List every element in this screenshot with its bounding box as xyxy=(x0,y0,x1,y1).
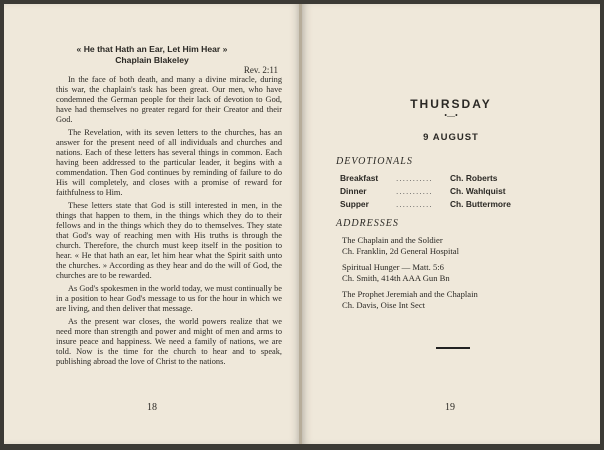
address-entry xyxy=(342,289,572,310)
address-speaker: Ch. Smith, 414th AAA Gun Bn xyxy=(342,272,450,283)
right-page xyxy=(302,4,600,444)
address-title: The Prophet Jeremiah and the Chaplain xyxy=(342,289,478,299)
leader-name: Ch. Roberts xyxy=(450,173,498,183)
leader-name: Ch. Wahlquist xyxy=(450,186,506,196)
address-entry xyxy=(342,262,572,283)
leader-dots: ........... xyxy=(396,173,433,183)
ornament: •—• xyxy=(444,111,458,120)
devotional-row xyxy=(340,199,540,209)
leader-dots: ........... xyxy=(396,199,433,209)
leader-dots: ........... xyxy=(396,186,433,196)
date-heading: 9 AUGUST xyxy=(423,132,479,143)
meal-name: Dinner xyxy=(340,186,367,196)
page-number: 18 xyxy=(147,402,157,413)
addresses-heading: ADDRESSES xyxy=(336,218,399,229)
devotional-row xyxy=(340,173,540,183)
address-title: Spiritual Hunger — Matt. 5:6 xyxy=(342,262,444,272)
devotionals-heading: DEVOTIONALS xyxy=(336,156,413,167)
article-body xyxy=(56,75,282,370)
article-title: « He that Hath an Ear, Let Him Hear » xyxy=(76,44,228,54)
devotional-row xyxy=(340,186,540,196)
address-title: The Chaplain and the Soldier xyxy=(342,235,443,245)
paragraph: As God's spokesmen in the world today, we must continually be in a position to hear God's message to us for the hour in which we are living, and then deliver that message. xyxy=(56,284,282,313)
paragraph: In the face of both death, and many a divine miracle, during this war, the chaplain's task has been great. Our men, who have condemned the German people for their lack of devotion to God, have had themselves no greater regard for their Creator and their God. xyxy=(56,75,282,124)
paragraph: As the present war closes, the world powers realize that we need more than strength and power and might of men and arms to insure peace and happiness. We need a family of nations, we are told. Now is the time for the church to hear and to speak, publishing abroad the love of Christ to the nations. xyxy=(56,317,282,366)
paragraph: These letters state that God is still interested in men, in the things that happen to them, in the things which they do to their fellows and in the things which they do to themselves. They state that God's way of reaching men with His truths is through the church. Therefore, the church must keep itself in the position to hear. « He that hath an ear, let him hear what the Spirit saith unto the churches. » According as they hear and do the will of God, the churches are to be rewarded. xyxy=(56,201,282,280)
paragraph: The Revelation, with its seven letters to the churches, has an answer for the present need of all individuals and churches and nations. Each of these letters has several things in common. Each having been addressed to the particular leader, it begins with a commendation. Then God continues by reminding of failure to do His will completely, and closes with a promise of reward for faithfulness to Him. xyxy=(56,128,282,197)
page-number: 19 xyxy=(445,402,455,413)
article-author: Chaplain Blakeley xyxy=(115,55,189,65)
scripture-reference: Rev. 2:11 xyxy=(243,65,278,75)
end-rule xyxy=(436,347,470,349)
leader-name: Ch. Buttermore xyxy=(450,199,511,209)
address-speaker: Ch. Davis, Oise Int Sect xyxy=(342,299,426,310)
meal-name: Supper xyxy=(340,199,369,209)
left-page xyxy=(4,4,300,444)
address-speaker: Ch. Franklin, 2d General Hospital xyxy=(342,245,459,256)
meal-name: Breakfast xyxy=(340,173,379,183)
address-entry xyxy=(342,235,572,256)
day-heading: THURSDAY xyxy=(410,97,492,111)
